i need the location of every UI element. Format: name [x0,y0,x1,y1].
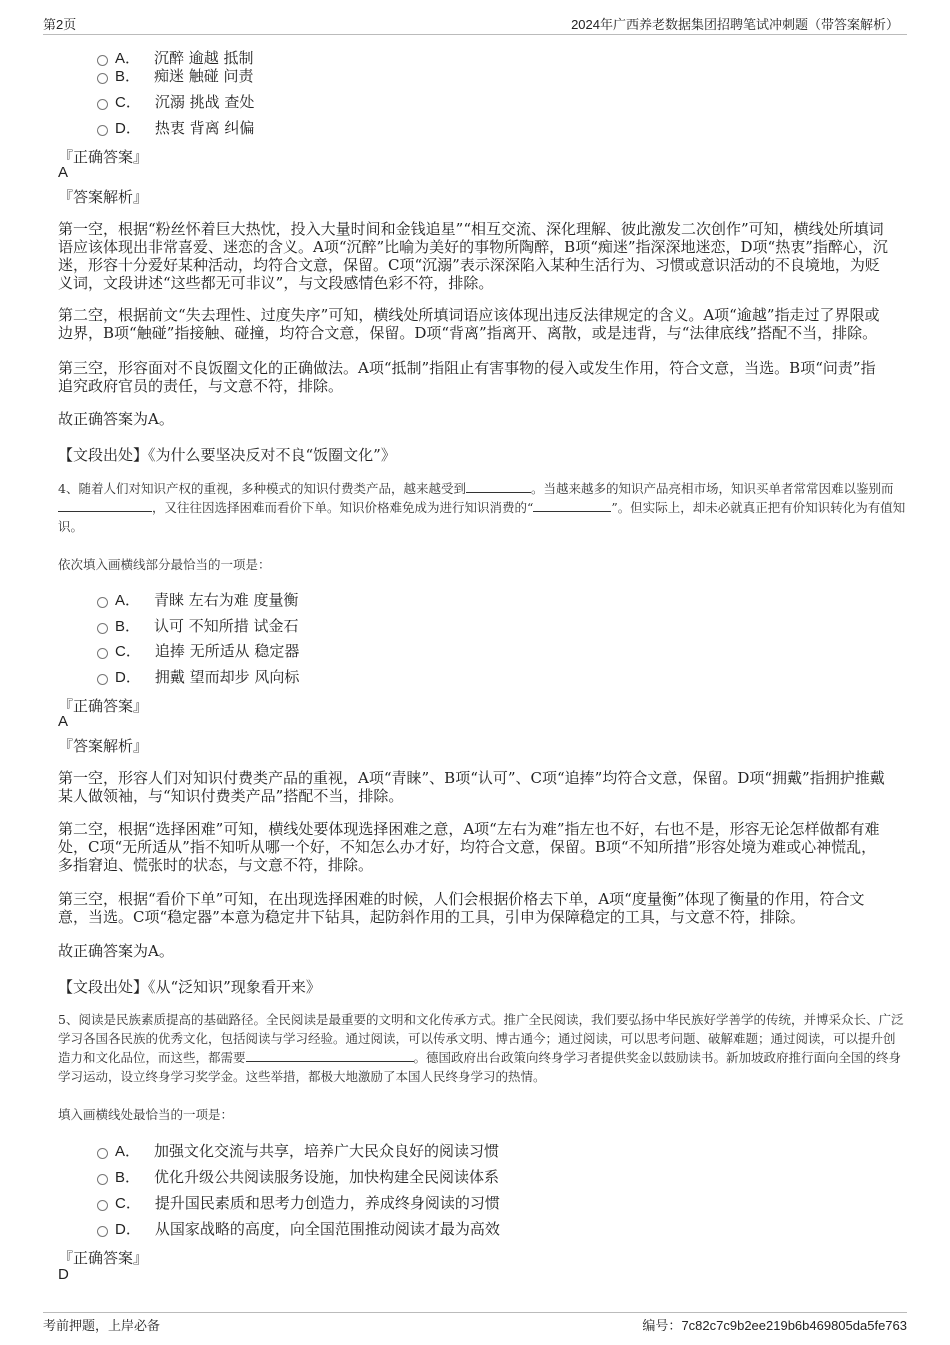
analysis-label: 『答案解析』 [58,737,149,755]
analysis-paragraph: 第三空，根据“看价下单”可知，在出现选择困难的时候，人们会根据价格去下单，A项“度量衡”体现了衡量的作用，符合文意，当选。C项“稳定器”本意为稳定井下钻具，起防斜作用的工具，引申为保障稳定的工具，与文意不符，排除。 [58,890,865,926]
analysis-conclusion: 故正确答案为A。 [58,942,174,960]
analysis-paragraph: 第三空，形容面对不良饭圈文化的正确做法。A项“抵制”指阻止有害事物的侵入或发生作用，符合文意，当选。B项“问责”指追究政府官员的责任，与文意不符，排除。 [58,359,876,395]
q5-option-d[interactable]: D． 从国家战略的高度，向全国范围推动阅读才最为高效 [97,1218,500,1240]
q3-option-a[interactable]: A． 沉醉 逾越 抵制 [97,47,254,69]
analysis-paragraph: 第一空，根据“粉丝怀着巨大热忱，投入大量时间和金钱追星”“相互交流、深化理解、彼此激发二次创作”可知，横线处所填词语应该体现出非常喜爱、迷恋的含义。A项“沉醉”比喻为美好的事物所陶醉，B项“痴迷”指深深地迷恋，D项“热衷”指醉心，沉迷，形容十分爱好某种活动，均符合文意，保留。C项“沉溺”表示深深陷入某种生活行为、习惯或意识活动的不良境地，为贬义词，文段讲述“这些都无可非议”，与文段感情色彩不符，排除。 [58,220,888,292]
answer-label: 『正确答案』 [58,1249,149,1267]
radio-icon[interactable] [97,1148,108,1159]
blank-line [533,499,611,512]
answer-value: A [58,164,69,181]
answer-label: 『正确答案』 [58,148,149,166]
source-citation: 【文段出处】《从“泛知识”现象看开来》 [58,978,321,996]
question-prompt: 填入画横线处最恰当的一项是： [58,1107,234,1122]
answer-value: A [58,713,69,730]
blank-line [466,480,531,493]
analysis-paragraph: 第二空，根据前文“失去理性、过度失序”可知，横线处所填词语应该体现出违反法律规定的含义。A项“逾越”指走过了界限或边界，B项“触碰”指接触、碰撞，均符合文意，保留。D项“背离”指离开、离散，或是违背，与“法律底线”搭配不当，排除。 [58,306,880,342]
q4-option-b[interactable]: B． 认可 不知所措 试金石 [97,615,299,637]
source-citation: 【文段出处】《为什么要坚决反对不良“饭圈文化”》 [58,446,396,464]
radio-icon[interactable] [97,1174,108,1185]
footer-slogan: 考前押题，上岸必备 [43,1319,161,1334]
radio-icon[interactable] [97,1226,108,1237]
q4-option-a[interactable]: A． 青睐 左右为难 度量衡 [97,589,299,611]
analysis-conclusion: 故正确答案为A。 [58,410,174,428]
q4-option-d[interactable]: D． 拥戴 望而却步 风向标 [97,666,299,688]
document-title: 2024年广西养老数据集团招聘笔试冲刺题（带答案解析） [571,17,899,32]
question-stem: 5、阅读是民族素质提高的基础路径。全民阅读是最重要的文明和文化传承方式。推广全民阅读，我们要弘扬中华民族好学善学的传统，并博采众长、广泛学习各国各民族的优秀文化，包括阅读与学习经验。通过阅读，可以传承文明、博古通今；通过阅读，可以思考问题、破解难题；通过阅读，可以提升创造力和文化品位，而这些，都需要 。德国政府出台政策向终身学习者提供奖金以鼓励读书。新加坡政府推行面向全国的终身学习运动，设立终身学习奖学金。这些举措，都极大地激励了本国人民终身学习的热情。 [58,1012,904,1084]
q5-option-c[interactable]: C． 提升国民素质和思考力创造力，养成终身阅读的习惯 [97,1192,500,1214]
q4-option-c[interactable]: C． 追捧 无所适从 稳定器 [97,640,299,662]
q3-option-c[interactable]: C． 沉溺 挑战 查处 [97,91,254,113]
radio-icon[interactable] [97,597,108,608]
radio-icon[interactable] [97,55,108,66]
radio-icon[interactable] [97,1200,108,1211]
radio-icon[interactable] [97,125,108,136]
radio-icon[interactable] [97,648,108,659]
page-footer [43,1312,907,1337]
question-stem: 4、随着人们对知识产权的重视，多种模式的知识付费类产品，越来越受到 。当越来越多的知识产品亮相市场，知识买单者常常因难以鉴别而，又往往因选择困难而看价下单。知识价格难免成为进行知识消费的“ ”。但实际上，却未必就真正把有价知识转化为有值知识。 [58,481,906,534]
question-prompt: 依次填入画横线部分最恰当的一项是： [58,557,271,572]
radio-icon[interactable] [97,73,108,84]
analysis-paragraph: 第一空，形容人们对知识付费类产品的重视，A项“青睐”、B项“认可”、C项“追捧”均符合文意，保留。D项“拥戴”指拥护推戴某人做领袖，与“知识付费类产品”搭配不当，排除。 [58,769,885,805]
answer-value: D [58,1266,69,1283]
radio-icon[interactable] [97,674,108,685]
blank-line [58,499,152,512]
radio-icon[interactable] [97,623,108,634]
page-number: 第2页 [43,17,77,32]
blank-line [246,1049,414,1062]
radio-icon[interactable] [97,99,108,110]
q3-option-b[interactable]: B． 痴迷 触碰 问责 [97,65,254,87]
analysis-label: 『答案解析』 [58,188,149,206]
q3-option-d[interactable]: D． 热衷 背离 纠偏 [97,117,254,139]
analysis-paragraph: 第二空，根据“选择困难”可知，横线处要体现选择困难之意，A项“左右为难”指左也不好，右也不是，形容无论怎样做都有难处，C项“无所适从”指不知听从哪一个好，不知怎么办才好，均符合文意，保留。B项“不知所措”形容处境为难或心神慌乱，多指窘迫、慌张时的状态，与文意不符，排除。 [58,820,880,874]
q5-option-a[interactable]: A． 加强文化交流与共享，培养广大民众良好的阅读习惯 [97,1140,499,1162]
answer-label: 『正确答案』 [58,697,149,715]
document-code: 编号：7c82c7c9b2ee219b6b469805da5fe763 [642,1318,907,1333]
q5-option-b[interactable]: B． 优化升级公共阅读服务设施，加快构建全民阅读体系 [97,1166,499,1188]
page-header [43,14,907,35]
